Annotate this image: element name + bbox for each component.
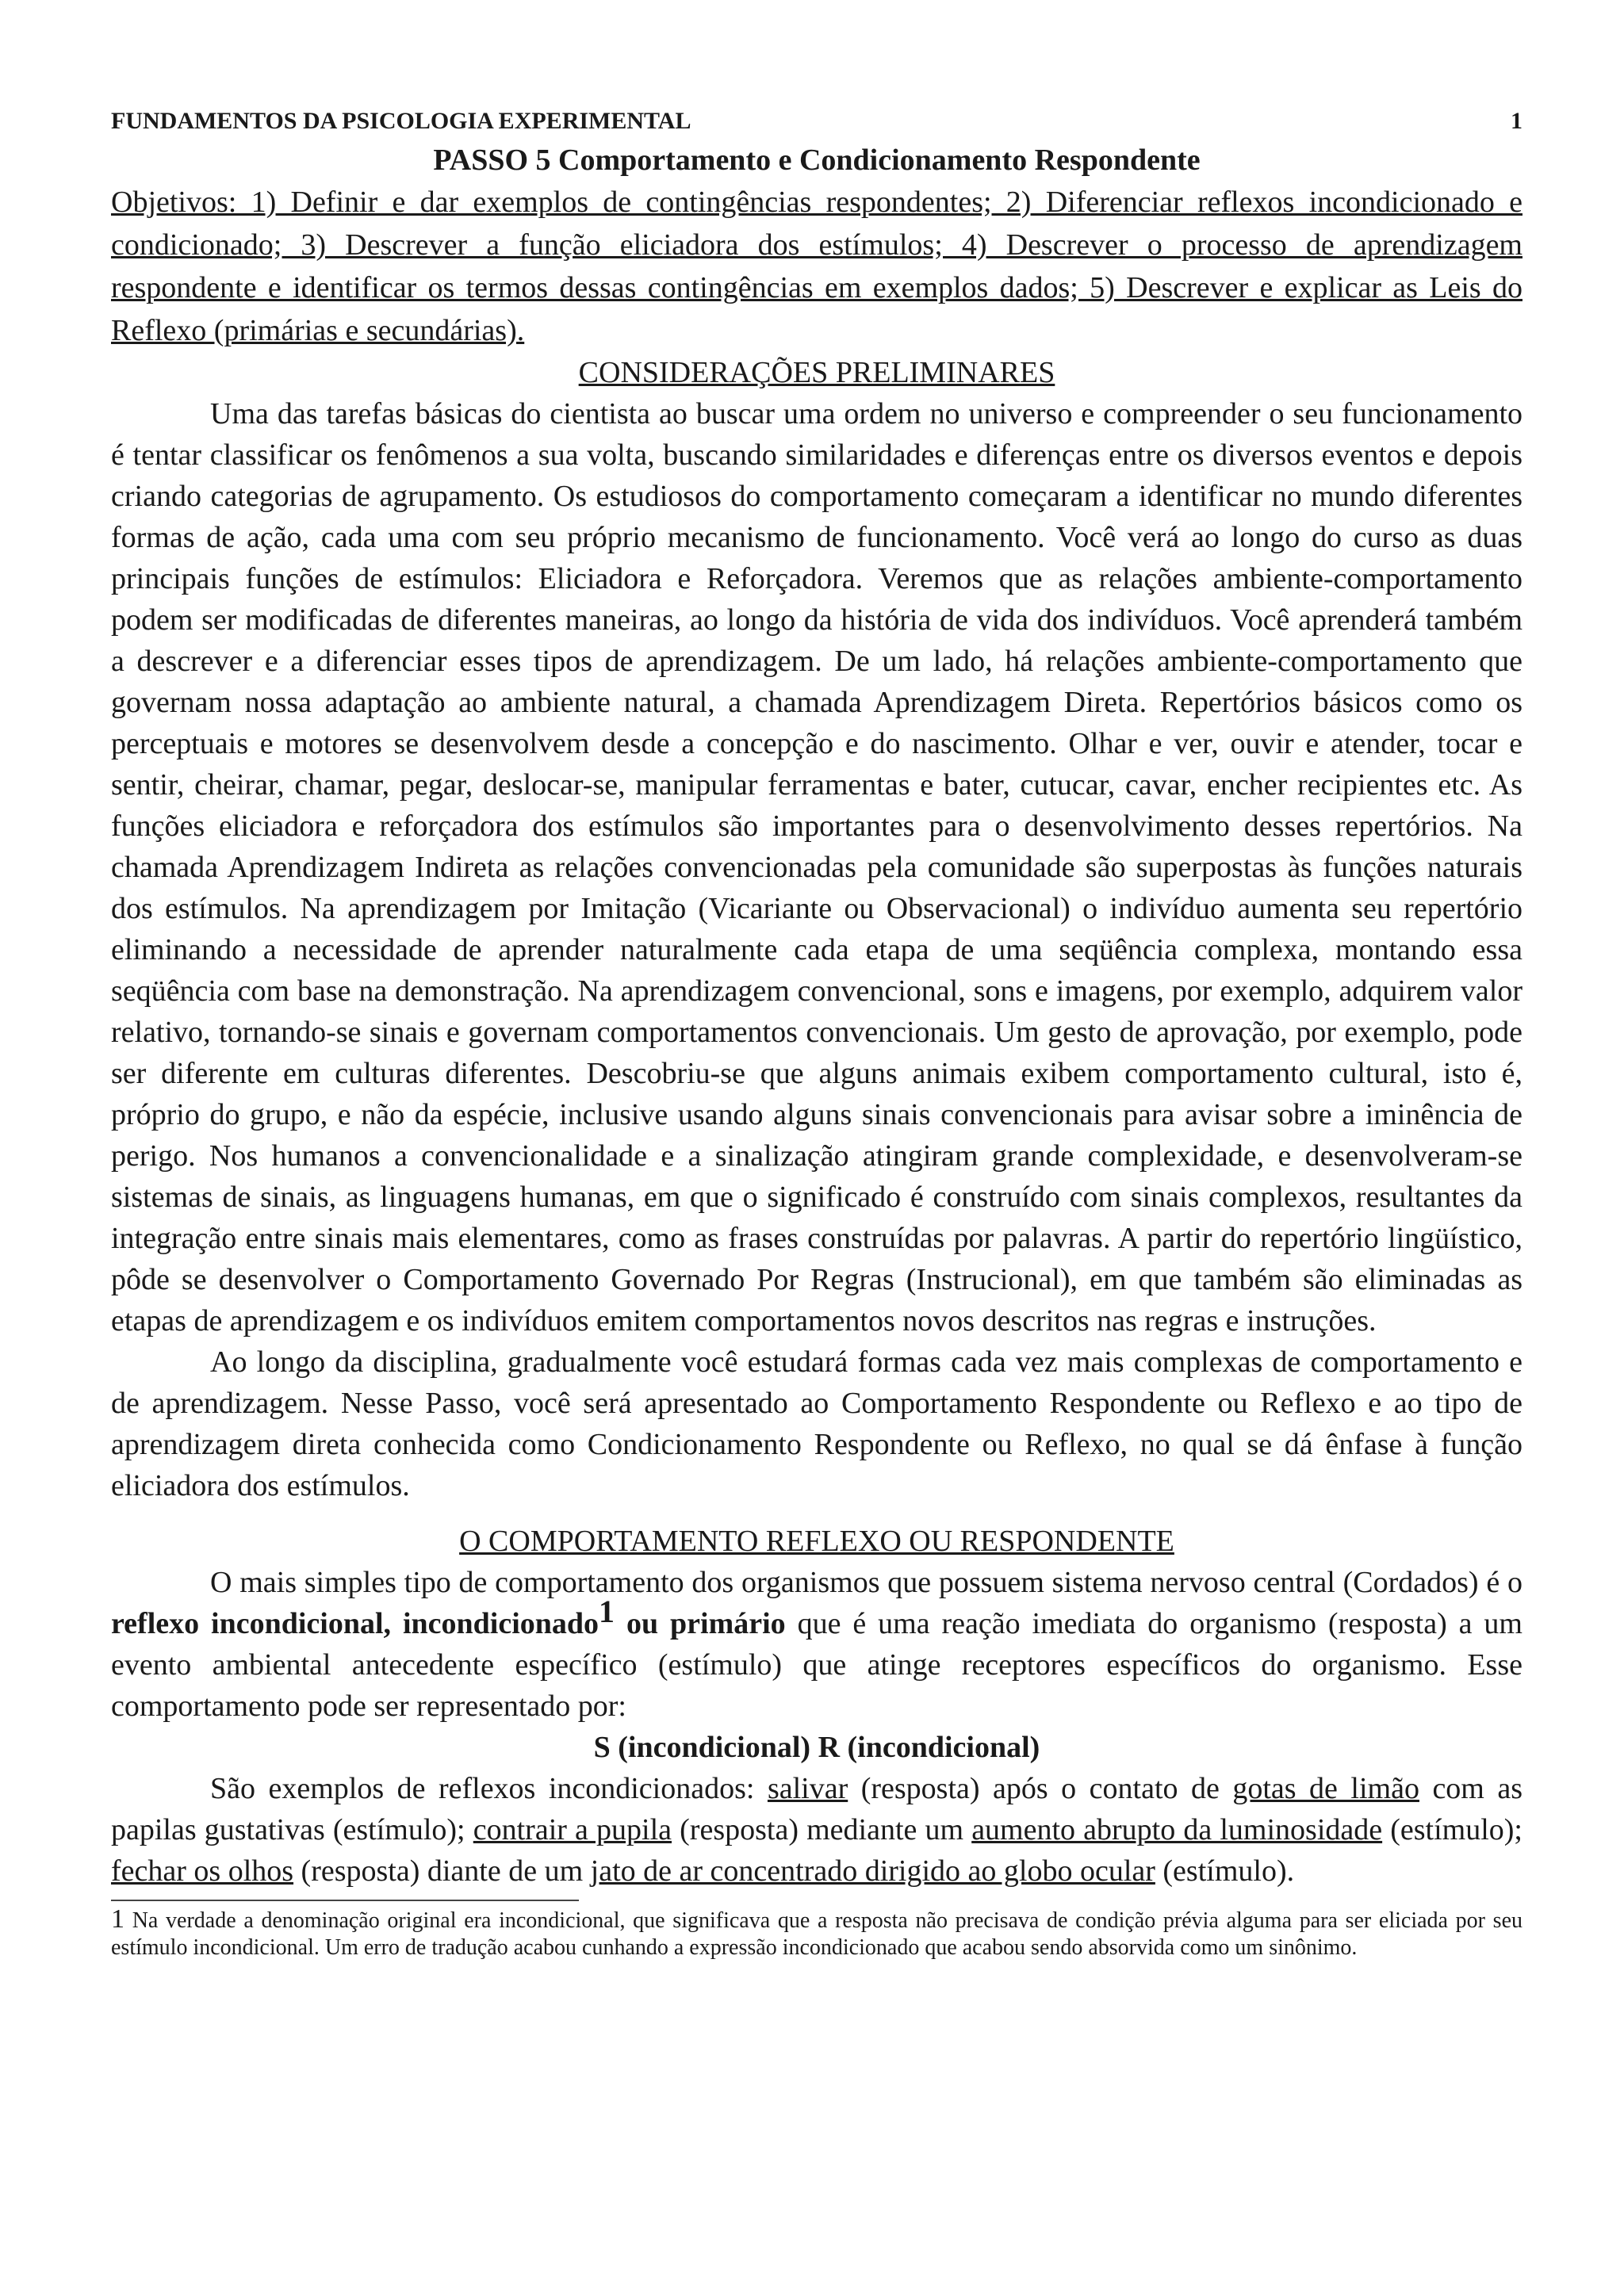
- document-title: PASSO 5 Comportamento e Condicionamento Respondente: [433, 144, 1201, 177]
- page-header: [111, 108, 1522, 140]
- text-run: com as papilas gustativas (estímulo);: [111, 1772, 1523, 1846]
- text-run: O mais simples tipo de comportamento dos organismos que possuem sistema nervoso central (Cordados) é o: [210, 1566, 1522, 1599]
- document-page: [111, 108, 1522, 1961]
- example-response-olhos: fechar os olhos: [111, 1854, 294, 1888]
- example-response-salivar: salivar: [767, 1772, 848, 1805]
- text-run: (estímulo);: [1382, 1813, 1522, 1846]
- text-run: São exemplos de reflexos incondicionados:: [210, 1772, 768, 1805]
- footnote-divider: [111, 1900, 579, 1901]
- term-reflexo-incondicional: reflexo incondicional, incondicionado: [111, 1607, 599, 1640]
- objectives-text: Objetivos: 1) Definir e dar exemplos de contingências respondentes; 2) Diferenciar reflexos incondicionado e condicionado; 3) Descrever a função eliciadora dos estímulos; 4) Descrever o processo de aprendizagem respondente e identificar os termos dessas contingências em exemplos dados; 5) Descrever e explicar as Leis do Reflexo (primárias e secundárias).: [111, 186, 1522, 347]
- page-number: 1: [1511, 108, 1522, 134]
- example-stimulus-luminosidade: aumento abrupto da luminosidade: [971, 1813, 1383, 1846]
- reflex-formula: S (incondicional) R (incondicional): [593, 1731, 1040, 1764]
- paragraph-reflexo-definition: [111, 1562, 1522, 1727]
- section-heading-reflexo: O COMPORTAMENTO REFLEXO OU RESPONDENTE: [459, 1525, 1174, 1558]
- example-stimulus-limao: gotas de limão: [1232, 1772, 1419, 1805]
- footnote-text: Na verdade a denominação original era incondicional, que significava que a resposta não precisava de condição prévia alguma para ser eliciada por seu estímulo incondicional. Um erro de tradução acabou cunhando a expressão incondicionado que acabou sendo absorvida como um sinônimo.: [111, 1908, 1522, 1960]
- text-run: (resposta) após o contato de: [848, 1772, 1233, 1805]
- text-run: (resposta) mediante um: [672, 1813, 972, 1846]
- running-title: FUNDAMENTOS DA PSICOLOGIA EXPERIMENTAL: [111, 108, 691, 134]
- text-run: (resposta) diante de um: [293, 1854, 591, 1888]
- footnote-marker: 1: [111, 1904, 124, 1934]
- example-stimulus-jato-de-ar: jato de ar concentrado dirigido ao globo ocular: [590, 1854, 1155, 1888]
- footnote-reference: 1: [599, 1594, 615, 1630]
- text-run: que é uma reação imediata do organismo (resposta) a um evento ambiental antecedente específico (estímulo) que atinge receptores específicos do organismo. Esse comportamento pode ser representado por:: [111, 1607, 1522, 1723]
- term-primario: ou primário: [615, 1607, 786, 1640]
- example-response-pupila: contrair a pupila: [473, 1813, 672, 1846]
- paragraph-preliminares-2: Ao longo da disciplina, gradualmente você estudará formas cada vez mais complexas de comportamento e de aprendizagem. Nesse Passo, você será apresentado ao Comportamento Respondente ou Reflexo e ao tipo de aprendizagem direta conhecida como Condicionamento Respondente ou Reflexo, no qual se dá ênfase à função eliciadora dos estímulos.: [111, 1345, 1522, 1502]
- text-run: (estímulo).: [1155, 1854, 1295, 1888]
- paragraph-reflexo-examples: [111, 1768, 1522, 1892]
- section-heading-preliminares: CONSIDERAÇÕES PRELIMINARES: [578, 356, 1055, 389]
- footnote: [111, 1906, 1522, 1961]
- paragraph-preliminares-1: Uma das tarefas básicas do cientista ao buscar uma ordem no universo e compreender o seu funcionamento é tentar classificar os fenômenos a sua volta, buscando similaridades e diferenças entre os diversos eventos e depois criando categorias de agrupamento. Os estudiosos do comportamento começaram a identificar no mundo diferentes formas de ação, cada uma com seu próprio mecanismo de funcionamento. Você verá ao longo do curso as duas principais funções de estímulos: Eliciadora e Reforçadora. Veremos que as relações ambiente-comportamento podem ser modificadas de diferentes maneiras, ao longo da história de vida dos indivíduos. Você aprenderá também a descrever e a diferenciar esses tipos de aprendizagem. De um lado, há relações ambiente-comportamento que governam nossa adaptação ao ambiente natural, a chamada Aprendizagem Direta. Repertórios básicos como os perceptuais e motores se desenvolvem desde a concepção e do nascimento. Olhar e ver, ouvir e atender, tocar e sentir, cheirar, chamar, pegar, deslocar-se, manipular ferramentas e bater, cutucar, cavar, encher recipientes etc. As funções eliciadora e reforçadora dos estímulos são importantes para o desenvolvimento desses repertórios. Na chamada Aprendizagem Indireta as relações convencionadas pela comunidade são superpostas às funções naturais dos estímulos. Na aprendizagem por Imitação (Vicariante ou Observacional) o indivíduo aumenta seu repertório eliminando a necessidade de aprender naturalmente cada etapa de uma seqüência complexa, montando essa seqüência com base na demonstração. Na aprendizagem convencional, sons e imagens, por exemplo, adquirem valor relativo, tornando-se sinais e governam comportamentos convencionais. Um gesto de aprovação, por exemplo, pode ser diferente em culturas diferentes. Descobriu-se que alguns animais exibem comportamento cultural, isto é, próprio do grupo, e não da espécie, inclusive usando alguns sinais convencionais para avisar sobre a iminência de perigo. Nos humanos a convencionalidade e a sinalização atingiram grande complexidade, e desenvolveram-se sistemas de sinais, as linguagens humanas, em que o significado é construído com sinais complexos, resultantes da integração entre sinais mais elementares, como as frases construídas por palavras. A partir do repertório lingüístico, pôde se desenvolver o Comportamento Governado Por Regras (Instrucional), em que também são eliminadas as etapas de aprendizagem e os indivíduos emitem comportamentos novos descritos nas regras e instruções.: [111, 397, 1522, 1337]
